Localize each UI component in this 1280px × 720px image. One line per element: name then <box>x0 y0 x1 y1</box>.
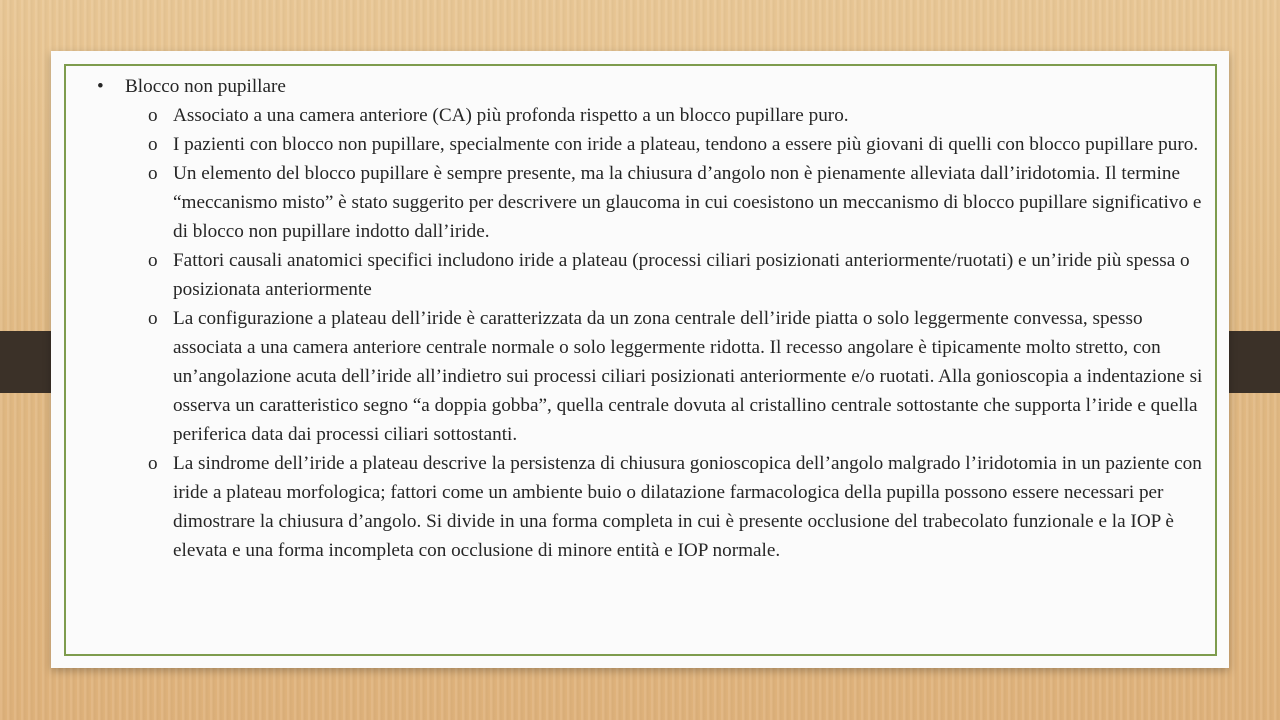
sub-bullet-icon: o <box>148 308 158 329</box>
slide-content <box>95 72 1205 565</box>
list-item <box>95 159 1205 246</box>
list-item-text: Un elemento del blocco pupillare è sempre presente, ma la chiusura d’angolo non è pienamente alleviata dall’iridotomia. Il termine “meccanismo misto” è stato suggerito per descrivere un glaucoma in cui coesistono un meccanismo di blocco pupillare significativo e di blocco non pupillare indotto dall’iride. <box>173 163 1202 242</box>
sub-bullet-icon: o <box>148 453 158 474</box>
bullet-heading: Blocco non pupillare <box>125 76 286 97</box>
sub-bullet-icon: o <box>148 163 158 184</box>
list-item <box>95 449 1205 565</box>
list-item-text: Associato a una camera anteriore (CA) più profonda rispetto a un blocco pupillare puro. <box>173 105 849 126</box>
sub-bullet-list <box>95 101 1205 565</box>
list-item-text: La sindrome dell’iride a plateau descrive la persistenza di chiusura gonioscopica dell’angolo malgrado l’iridotomia in un paziente con iride a plateau morfologica; fattori come un ambiente buio o dilatazione farmacologica della pupilla possono essere necessari per dimostrare la chiusura d’angolo. Si divide in una forma completa in cui è presente occlusione del trabecolato funzionale e la IOP è elevata e una forma incompleta con occlusione di minore entità e IOP normale. <box>173 453 1202 561</box>
list-item <box>95 246 1205 304</box>
list-item-text: La configurazione a plateau dell’iride è caratterizzata da un zona centrale dell’iride piatta o solo leggermente convessa, spesso associata a una camera anteriore centrale normale o solo leggermente ridotta. Il recesso angolare è tipicamente molto stretto, con un’angolazione acuta dell’iride all’indietro sui processi ciliari posizionati anteriormente e/o ruotati. Alla gonioscopia a indentazione si osserva un caratteristico segno “a doppia gobba”, quella centrale dovuta al cristallino centrale sottostante che supporta l’iride e quella periferica data dai processi ciliari sottostanti. <box>173 308 1203 445</box>
list-item <box>95 130 1205 159</box>
sub-bullet-icon: o <box>148 105 158 126</box>
list-item-text: Fattori causali anatomici specifici includono iride a plateau (processi ciliari posizionati anteriormente/ruotati) e un’iride più spessa o posizionata anteriormente <box>173 250 1190 300</box>
sub-bullet-icon: o <box>148 250 158 271</box>
list-item <box>95 304 1205 449</box>
list-item <box>95 101 1205 130</box>
sub-bullet-icon: o <box>148 134 158 155</box>
list-item-text: I pazienti con blocco non pupillare, specialmente con iride a plateau, tendono a essere più giovani di quelli con blocco pupillare puro. <box>173 134 1199 155</box>
main-bullet <box>95 72 1205 101</box>
slide-card <box>51 51 1229 668</box>
bullet-icon: • <box>97 76 104 97</box>
